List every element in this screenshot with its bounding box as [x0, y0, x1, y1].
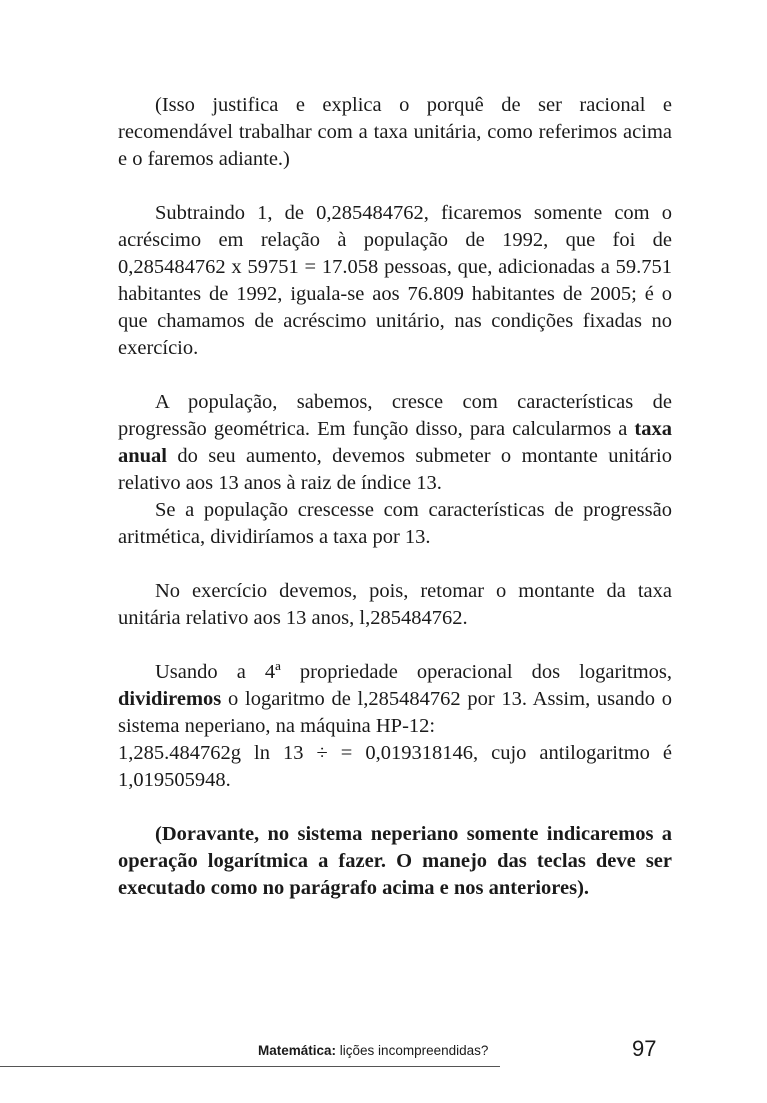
paragraph-8: (Doravante, no sistema neperiano somente indicaremos a operação logarítmica a fazer. O manejo das teclas deve ser executado como no parágrafo acima e nos anteriores). — [118, 823, 672, 899]
divide-symbol: ÷ — [316, 742, 328, 764]
paragraph-5: No exercício devemos, pois, retomar o montante da taxa unitária relativo aos 13 anos, l,285484762. — [118, 580, 672, 629]
paragraph-6-bold: dividiremos — [118, 688, 222, 710]
paragraph-7-text-a: 1,285.484762g ln 13 — [118, 742, 304, 764]
paragraph-3-text-b: do seu aumento, devemos submeter o montante unitário relativo aos 13 anos à raiz de índice 13. — [118, 445, 673, 494]
footer-title-rest: lições incompreendidas? — [339, 1043, 489, 1058]
paragraph-7-text-b: = 0,019318146, cujo antilogaritmo é 1,019505948. — [118, 742, 672, 791]
paragraph-6 — [118, 659, 672, 740]
paragraph-3-text-a: A população, sabemos, cresce com características de progressão geométrica. Em função disso, para calcularmos a — [118, 391, 672, 440]
running-footer-title — [258, 1043, 488, 1058]
body-text — [118, 92, 672, 902]
paragraph-3 — [118, 389, 672, 497]
paragraph-2: Subtraindo 1, de 0,285484762, ficaremos somente com o acréscimo em relação à população de 1992, que foi de 0,285484762 x 59751 = 17.058 pessoas, que, adicionadas a 59.751 habitantes de 1992, iguala-se aos 76.809 habitantes de 2005; é o que chamamos de acréscimo unitário, nas condições fixadas no exercício. — [118, 202, 672, 359]
paragraph-6-text-a: Usando a 4ª propriedade operacional dos logaritmos, — [155, 661, 672, 683]
paragraph-3-bold: taxa anual — [118, 418, 672, 467]
footer-title-bold: Matemática: — [258, 1043, 337, 1058]
page-number: 97 — [632, 1036, 657, 1061]
footer-rule — [0, 1066, 500, 1067]
paragraph-1: (Isso justifica e explica o porquê de ser racional e recomendável trabalhar com a taxa unitária, como referimos acima e o faremos adiante.) — [118, 94, 672, 170]
paragraph-6-text-b: o logaritmo de l,285484762 por 13. Assim, usando o sistema neperiano, na máquina HP-12: — [118, 688, 672, 737]
paragraph-4: Se a população crescesse com características de progressão aritmética, dividiríamos a taxa por 13. — [118, 499, 672, 548]
paragraph-7 — [118, 740, 672, 794]
